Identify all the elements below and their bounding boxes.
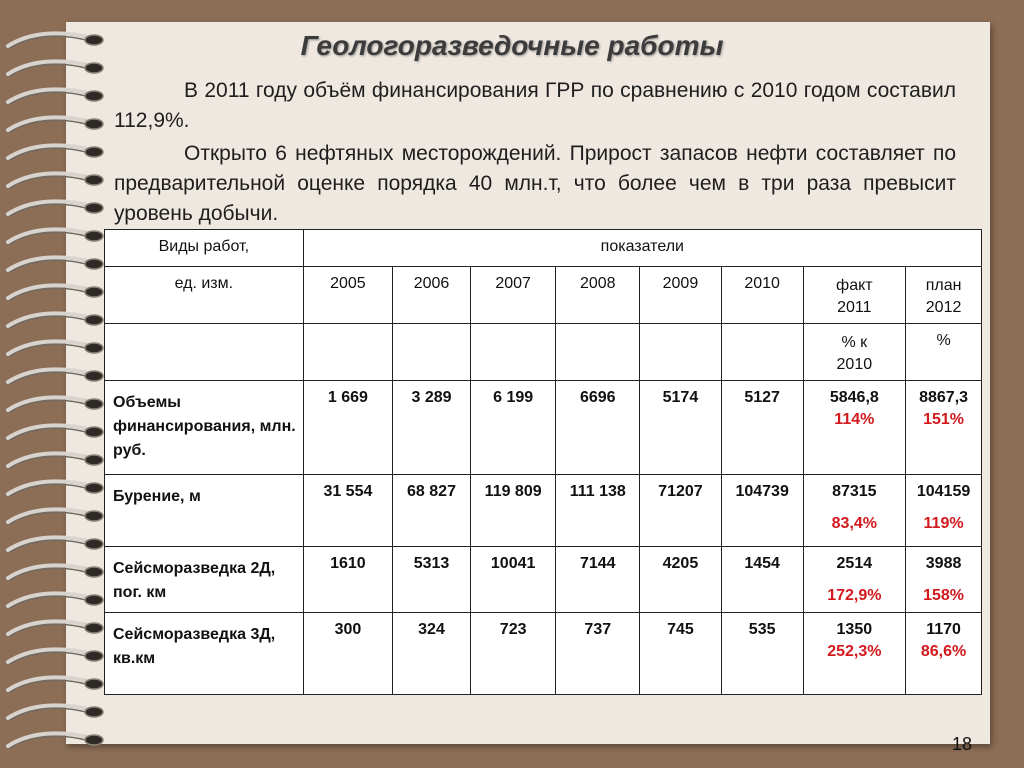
value-cell: 723 <box>470 613 556 695</box>
empty-cell <box>470 324 556 381</box>
header-plan-label: план <box>925 277 962 294</box>
spiral-coil <box>8 117 92 130</box>
plan-cell <box>906 381 982 475</box>
paragraph-financing-text: В 2011 году объём финансирования ГРР по сравнению с 2010 годом составил 112,9%. <box>114 79 956 132</box>
fact-cell <box>803 547 906 613</box>
plan-percent: 158% <box>923 587 965 604</box>
fact-value: 1350 <box>836 621 873 638</box>
fact-cell <box>803 475 906 547</box>
header-pct-plan: % <box>906 324 982 381</box>
value-cell: 1 669 <box>303 381 393 475</box>
spiral-coil <box>8 677 92 690</box>
fact-cell <box>803 381 906 475</box>
spiral-binding <box>0 0 110 768</box>
spiral-coil <box>8 145 92 158</box>
binding-hole <box>85 399 103 409</box>
table-row <box>105 475 982 547</box>
value-cell: 68 827 <box>393 475 471 547</box>
binding-hole <box>85 595 103 605</box>
binding-hole <box>85 343 103 353</box>
binding-hole <box>85 651 103 661</box>
value-cell: 324 <box>393 613 471 695</box>
plan-value: 104159 <box>916 483 971 500</box>
binding-hole <box>85 175 103 185</box>
binding-hole <box>85 511 103 521</box>
plan-percent: 119% <box>923 515 964 532</box>
fact-value: 87315 <box>832 483 877 500</box>
spiral-coil <box>8 733 92 746</box>
binding-hole <box>85 119 103 129</box>
header-indicators <box>303 230 981 267</box>
header-year: 2008 <box>556 267 640 324</box>
plan-value: 8867,3 <box>919 389 969 406</box>
fact-percent: 83,4% <box>831 515 878 532</box>
spiral-coil <box>8 341 92 354</box>
page-number: 18 <box>952 734 973 754</box>
header-fact-label: факт <box>836 277 873 294</box>
plan-cell <box>906 475 982 547</box>
spiral-coil <box>8 61 92 74</box>
binding-hole <box>85 91 103 101</box>
spiral-coil <box>8 229 92 242</box>
value-cell: 6 199 <box>470 381 556 475</box>
plan-cell <box>906 547 982 613</box>
value-cell: 6696 <box>556 381 640 475</box>
empty-cell <box>303 324 393 381</box>
header-indicators-label: показатели <box>600 238 684 255</box>
header-work-type-label: Виды работ, <box>158 238 250 255</box>
spiral-coil <box>8 313 92 326</box>
binding-hole <box>85 679 103 689</box>
header-unit-label: ед. изм. <box>174 275 234 292</box>
spiral-coil <box>8 565 92 578</box>
value-cell: 1454 <box>721 547 803 613</box>
spiral-coil <box>8 453 92 466</box>
row-label: Бурение, м <box>105 475 304 547</box>
empty-cell <box>640 324 722 381</box>
value-cell: 31 554 <box>303 475 393 547</box>
header-unit <box>105 267 304 324</box>
spiral-coil <box>8 257 92 270</box>
table-row <box>105 381 982 475</box>
value-cell: 535 <box>721 613 803 695</box>
row-label: Сейсморазведка 3Д, кв.км <box>105 613 304 695</box>
empty-cell <box>393 324 471 381</box>
plan-percent: 86,6% <box>920 643 967 660</box>
value-cell: 5127 <box>721 381 803 475</box>
spiral-coil <box>8 705 92 718</box>
value-cell: 3 289 <box>393 381 471 475</box>
spiral-coil <box>8 285 92 298</box>
binding-hole <box>85 287 103 297</box>
value-cell: 4205 <box>640 547 722 613</box>
value-cell: 111 138 <box>556 475 640 547</box>
binding-hole <box>85 63 103 73</box>
exploration-table <box>104 229 982 695</box>
spiral-coil <box>8 89 92 102</box>
header-year: 2009 <box>640 267 722 324</box>
fact-value: 2514 <box>836 555 873 572</box>
binding-hole <box>85 259 103 269</box>
spiral-coil <box>8 509 92 522</box>
fact-cell <box>803 613 906 695</box>
fact-value: 5846,8 <box>829 389 879 406</box>
value-cell: 104739 <box>721 475 803 547</box>
header-pct-to-2010 <box>803 324 906 381</box>
value-cell: 1610 <box>303 547 393 613</box>
header-fact-year: 2011 <box>837 299 872 316</box>
spiral-coil <box>8 481 92 494</box>
value-cell: 737 <box>556 613 640 695</box>
binding-hole <box>85 735 103 745</box>
header-pct-year: 2010 <box>836 356 873 373</box>
header-work-type <box>105 230 304 267</box>
binding-hole <box>85 427 103 437</box>
header-plan-year: 2012 <box>925 299 962 316</box>
binding-hole <box>85 483 103 493</box>
binding-hole <box>85 371 103 381</box>
header-plan-2012 <box>906 267 982 324</box>
binding-hole <box>85 539 103 549</box>
value-cell: 5174 <box>640 381 722 475</box>
binding-hole <box>85 147 103 157</box>
row-label: Объемы финансирования, млн. руб. <box>105 381 304 475</box>
spiral-coil <box>8 173 92 186</box>
plan-cell <box>906 613 982 695</box>
header-year: 2010 <box>721 267 803 324</box>
header-fact-2011 <box>803 267 906 324</box>
header-year: 2005 <box>303 267 393 324</box>
spiral-coil <box>8 621 92 634</box>
empty-cell <box>105 324 304 381</box>
paragraph-financing <box>114 76 956 136</box>
value-cell: 300 <box>303 613 393 695</box>
empty-cell <box>721 324 803 381</box>
spiral-coil <box>8 537 92 550</box>
binding-hole <box>85 315 103 325</box>
binding-hole <box>85 455 103 465</box>
binding-hole <box>85 203 103 213</box>
spiral-coil <box>8 201 92 214</box>
fact-percent: 172,9% <box>827 587 882 604</box>
value-cell: 5313 <box>393 547 471 613</box>
plan-percent: 151% <box>923 411 965 428</box>
spiral-coil <box>8 369 92 382</box>
plan-value: 3988 <box>925 555 962 572</box>
fact-percent: 252,3% <box>827 643 882 660</box>
spiral-coil <box>8 397 92 410</box>
binding-hole <box>85 231 103 241</box>
paragraph-discoveries-text: Открыто 6 нефтяных месторождений. Прирост запасов нефти составляет по предварительной оценке порядка 40 млн.т, что более чем в три раза превысит уровень добычи. <box>114 142 956 225</box>
binding-hole <box>85 567 103 577</box>
header-year: 2007 <box>470 267 556 324</box>
plan-value: 1170 <box>926 621 961 638</box>
spiral-coil <box>8 649 92 662</box>
spiral-coil <box>8 425 92 438</box>
table-row <box>105 547 982 613</box>
page-title: Геологоразведочные работы <box>300 30 724 61</box>
fact-percent: 114% <box>834 411 875 428</box>
header-year: 2006 <box>393 267 471 324</box>
empty-cell <box>556 324 640 381</box>
spiral-coil <box>8 593 92 606</box>
binding-hole <box>85 707 103 717</box>
row-label: Сейсморазведка 2Д, пог. км <box>105 547 304 613</box>
value-cell: 71207 <box>640 475 722 547</box>
binding-hole <box>85 623 103 633</box>
paragraph-discoveries <box>114 139 956 229</box>
value-cell: 10041 <box>470 547 556 613</box>
table-row <box>105 613 982 695</box>
value-cell: 745 <box>640 613 722 695</box>
value-cell: 7144 <box>556 547 640 613</box>
header-pct-label: % к <box>841 334 868 351</box>
value-cell: 119 809 <box>470 475 556 547</box>
